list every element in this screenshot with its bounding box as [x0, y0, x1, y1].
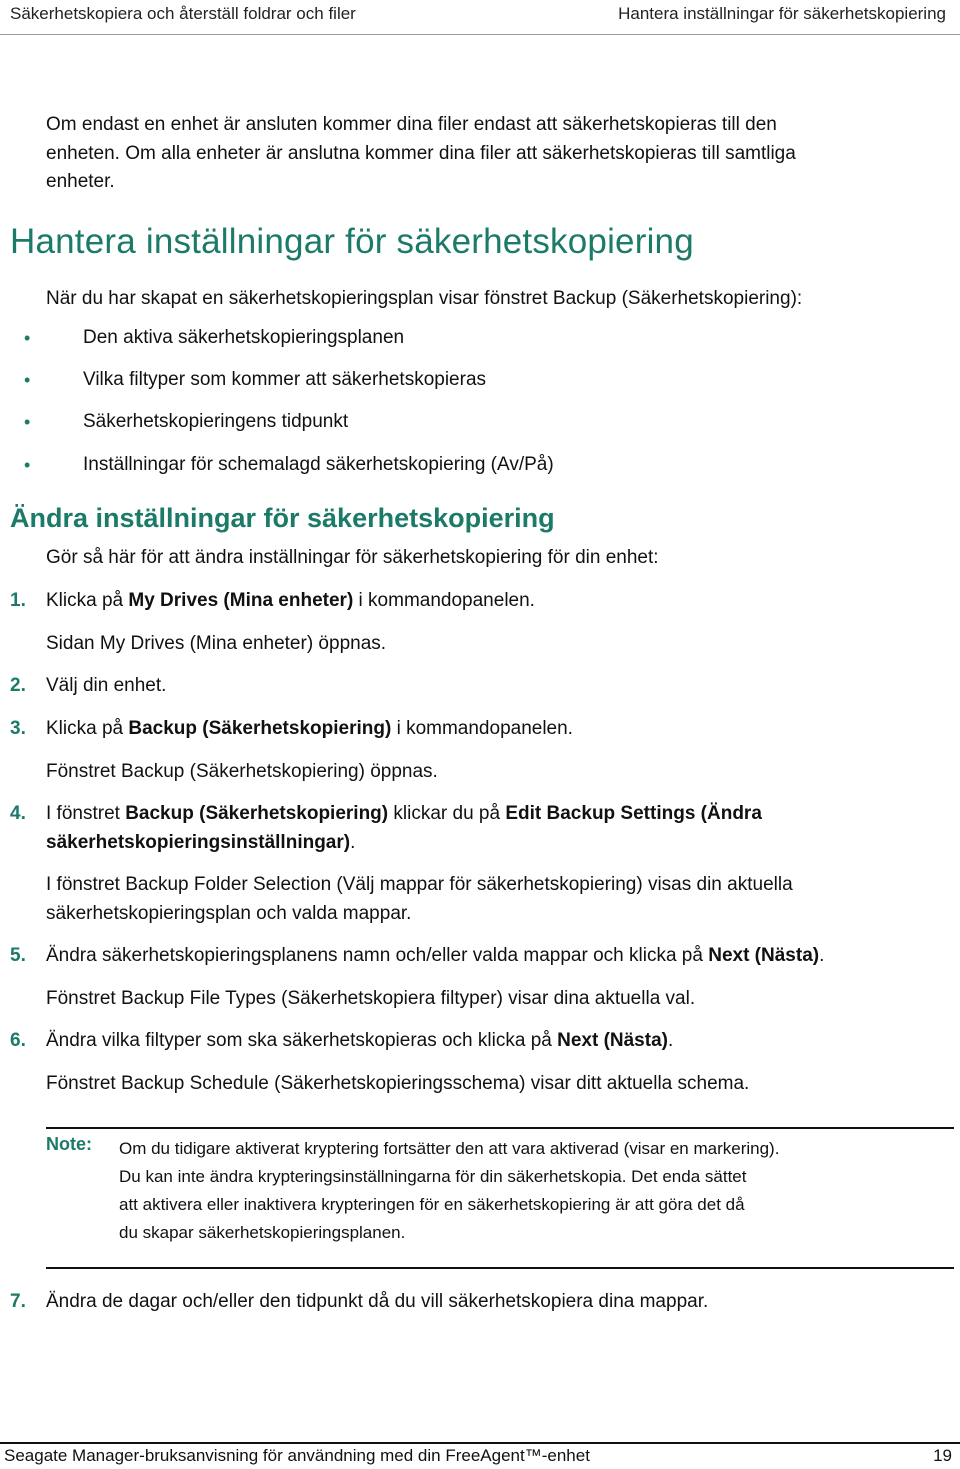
section1-lead: När du har skapat en säkerhetskopieringsplan visar fönstret Backup (Säkerhetskopiering): [46, 288, 803, 309]
bullet-item-1: Den aktiva säkerhetskopieringsplanen [83, 327, 405, 348]
section2-lead: Gör så här för att ändra inställningar för säkerhetskopiering för din enhet: [46, 547, 659, 568]
bullet-icon: • [24, 455, 31, 475]
bullet-item-2: Vilka filtyper som kommer att säkerhetskopieras [83, 369, 487, 390]
bullet-icon: • [24, 412, 31, 432]
page-number: 19 [933, 1446, 952, 1465]
intro-line-3: enheter. [46, 171, 115, 192]
note-line-1: Om du tidigare aktiverat kryptering fortsätter den att vara aktiverad (visar en markering). [119, 1139, 780, 1158]
note-top-rule [46, 1127, 954, 1129]
step-3-result: Fönstret Backup (Säkerhetskopiering) öppnas. [46, 761, 438, 782]
step-4-result-line-2: säkerhetskopieringsplan och valda mappar. [46, 903, 412, 924]
step-5-result: Fönstret Backup File Types (Säkerhetskopiera filtyper) visar dina aktuella val. [46, 988, 696, 1009]
running-header-right: Hantera inställningar för säkerhetskopiering [618, 4, 946, 23]
step-4-result-line-1: I fönstret Backup Folder Selection (Välj mappar för säkerhetskopiering) visas din aktuella [46, 874, 793, 895]
step-number: 1. [10, 590, 26, 611]
bullet-item-4: Inställningar för schemalagd säkerhetskopiering (Av/På) [83, 454, 554, 475]
bullet-item-3: Säkerhetskopieringens tidpunkt [83, 411, 349, 432]
step-7: Ändra de dagar och/eller den tidpunkt då du vill säkerhetskopiera dina mappar. [46, 1291, 709, 1312]
section-title-manage-settings: Hantera inställningar för säkerhetskopiering [10, 222, 694, 261]
footer-title: Seagate Manager-bruksanvisning för användning med din FreeAgent™-enhet [4, 1446, 590, 1465]
note-line-3: att aktivera eller inaktivera krypteringen för en säkerhetskopiering är att göra det då [119, 1195, 745, 1214]
step-6: Ändra vilka filtyper som ska säkerhetskopieras och klicka på Next (Nästa). [46, 1030, 674, 1051]
step-1: Klicka på My Drives (Mina enheter) i kommandopanelen. [46, 590, 535, 611]
section-title-change-settings: Ändra inställningar för säkerhetskopiering [10, 503, 555, 533]
note-label: Note: [46, 1134, 92, 1154]
step-2: Välj din enhet. [46, 675, 167, 696]
intro-line-1: Om endast en enhet är ansluten kommer dina filer endast att säkerhetskopieras till den [46, 114, 777, 135]
step-number: 6. [10, 1030, 26, 1051]
step-number: 5. [10, 945, 26, 966]
step-number: 7. [10, 1291, 26, 1312]
footer-rule [0, 1442, 960, 1444]
step-3: Klicka på Backup (Säkerhetskopiering) i kommandopanelen. [46, 718, 573, 739]
note-line-4: du skapar säkerhetskopieringsplanen. [119, 1223, 406, 1242]
bullet-icon: • [24, 370, 31, 390]
bullet-icon: • [24, 328, 31, 348]
intro-line-2: enheten. Om alla enheter är anslutna kommer dina filer att säkerhetskopieras till samtliga [46, 143, 796, 164]
note-bottom-rule [46, 1267, 954, 1269]
header-rule [0, 34, 960, 35]
step-number: 3. [10, 718, 26, 739]
note-line-2: Du kan inte ändra krypteringsinställningarna för din säkerhetskopia. Det enda sättet [119, 1167, 747, 1186]
step-number: 4. [10, 803, 26, 824]
step-4-line-2: säkerhetskopieringsinställningar). [46, 832, 356, 853]
step-6-result: Fönstret Backup Schedule (Säkerhetskopieringsschema) visar ditt aktuella schema. [46, 1073, 750, 1094]
step-5: Ändra säkerhetskopieringsplanens namn och/eller valda mappar och klicka på Next (Nästa). [46, 945, 825, 966]
step-number: 2. [10, 675, 26, 696]
step-1-result: Sidan My Drives (Mina enheter) öppnas. [46, 633, 387, 654]
running-header-left: Säkerhetskopiera och återställ foldrar och filer [10, 4, 356, 23]
step-4-line-1: I fönstret Backup (Säkerhetskopiering) klickar du på Edit Backup Settings (Ändra [46, 803, 762, 824]
